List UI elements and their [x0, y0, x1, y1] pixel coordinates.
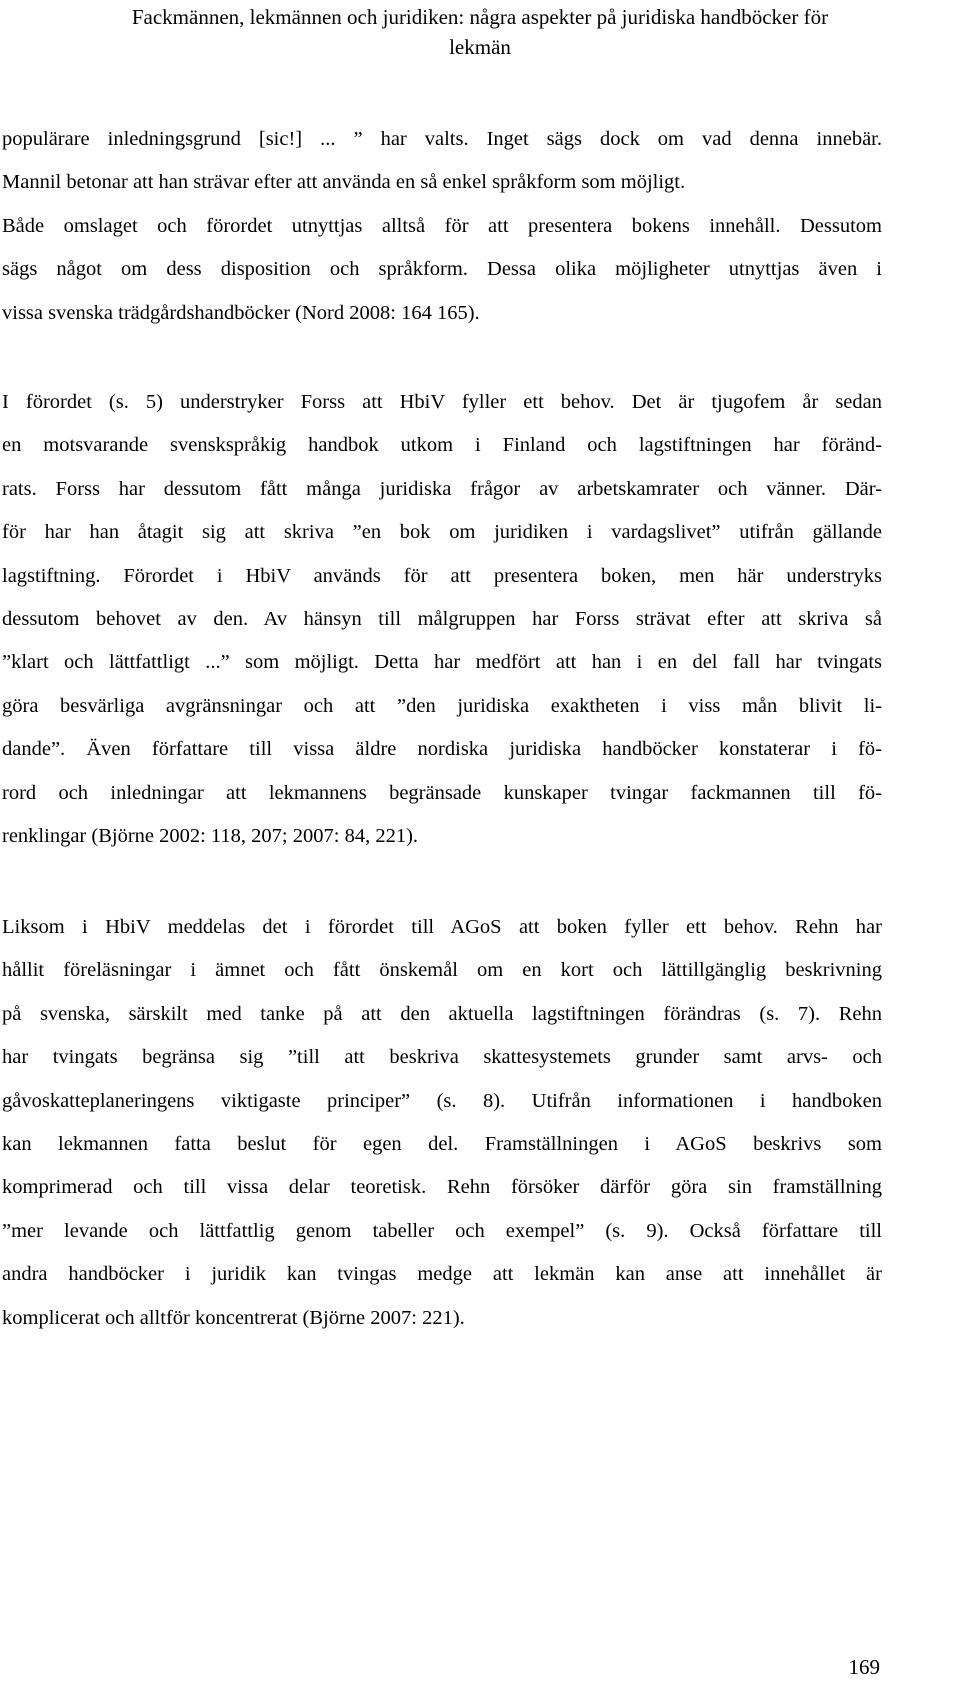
text-line: hållit föreläsningar i ämnet och fått önskemål om en kort och lättillgänglig beskrivning: [2, 959, 882, 982]
text-line: populärare inledningsgrund [sic!] ... ” har valts. Inget sägs dock om vad denna innebär.: [2, 128, 882, 150]
running-header: [0, 2, 960, 62]
text-line: vissa svenska trädgårdshandböcker (Nord 2008: 164 165).: [2, 301, 480, 324]
paragraph-3: [2, 906, 882, 1340]
text-line: kan lekmannen fatta beslut för egen del. Framställningen i AGoS beskrivs som: [2, 1133, 882, 1156]
text-line: dande”. Även författare till vissa äldre nordiska juridiska handböcker konstaterar i fö-: [2, 738, 882, 761]
text-line: rats. Forss har dessutom fått många juridiska frågor av arbetskamrater och vänner. Där-: [2, 477, 882, 500]
text-line: en motsvarande svenskspråkig handbok utkom i Finland och lagstiftningen har föränd-: [2, 434, 882, 457]
text-line: lagstiftning. Förordet i HbiV används för att presentera boken, men här understryks: [2, 564, 882, 587]
text-line: ”mer levande och lättfattlig genom tabeller och exempel” (s. 9). Också författare till: [2, 1219, 882, 1242]
text-line: Både omslaget och förordet utnyttjas alltså för att presentera bokens innehåll. Dessutom: [2, 214, 882, 237]
text-line: på svenska, särskilt med tanke på att den aktuella lagstiftningen förändras (s. 7). Rehn: [2, 1002, 882, 1025]
text-line: dessutom behovet av den. Av hänsyn till målgruppen har Forss strävat efter att skriva så: [2, 608, 882, 631]
text-line: andra handböcker i juridik kan tvingas medge att lekmän kan anse att innehållet är: [2, 1263, 882, 1286]
text-line: komprimerad och till vissa delar teoretisk. Rehn försöker därför göra sin framställning: [2, 1176, 882, 1199]
text-line: gåvoskatteplaneringens viktigaste principer” (s. 8). Utifrån informationen i handboken: [2, 1089, 882, 1112]
text-line: ”klart och lättfattligt ...” som möjligt. Detta har medfört att han i en del fall har tvingats: [2, 651, 882, 674]
text-line: komplicerat och alltför koncentrerat (Björne 2007: 221).: [2, 1306, 465, 1329]
text-line: sägs något om dess disposition och språkform. Dessa olika möjligheter utnyttjas även i: [2, 258, 882, 281]
running-header-line: lekmän: [449, 35, 511, 59]
running-header-line: Fackmännen, lekmännen och juridiken: några aspekter på juridiska handböcker för: [131, 5, 829, 29]
text-line: I förordet (s. 5) understryker Forss att HbiV fyller ett behov. Det är tjugofem år sedan: [2, 391, 882, 413]
paragraph-2: [2, 381, 882, 858]
text-line: göra besvärliga avgränsningar och att ”den juridiska exaktheten i viss mån blivit li-: [2, 694, 882, 717]
text-line: rord och inledningar att lekmannens begränsade kunskaper tvingar fackmannen till fö-: [2, 781, 882, 804]
text-line: renklingar (Björne 2002: 118, 207; 2007: 84, 221).: [2, 825, 419, 848]
text-line: Liksom i HbiV meddelas det i förordet till AGoS att boken fyller ett behov. Rehn har: [2, 916, 882, 938]
text-line: Mannil betonar att han strävar efter att använda en så enkel språkform som möjligt.: [2, 171, 686, 194]
text-line: för har han åtagit sig att skriva ”en bok om juridiken i vardagslivet” utifrån gällande: [2, 521, 882, 544]
paragraph-1: [2, 118, 882, 335]
page-number: 169: [848, 1655, 880, 1679]
text-line: har tvingats begränsa sig ”till att beskriva skattesystemets grunder samt arvs- och: [2, 1046, 882, 1069]
